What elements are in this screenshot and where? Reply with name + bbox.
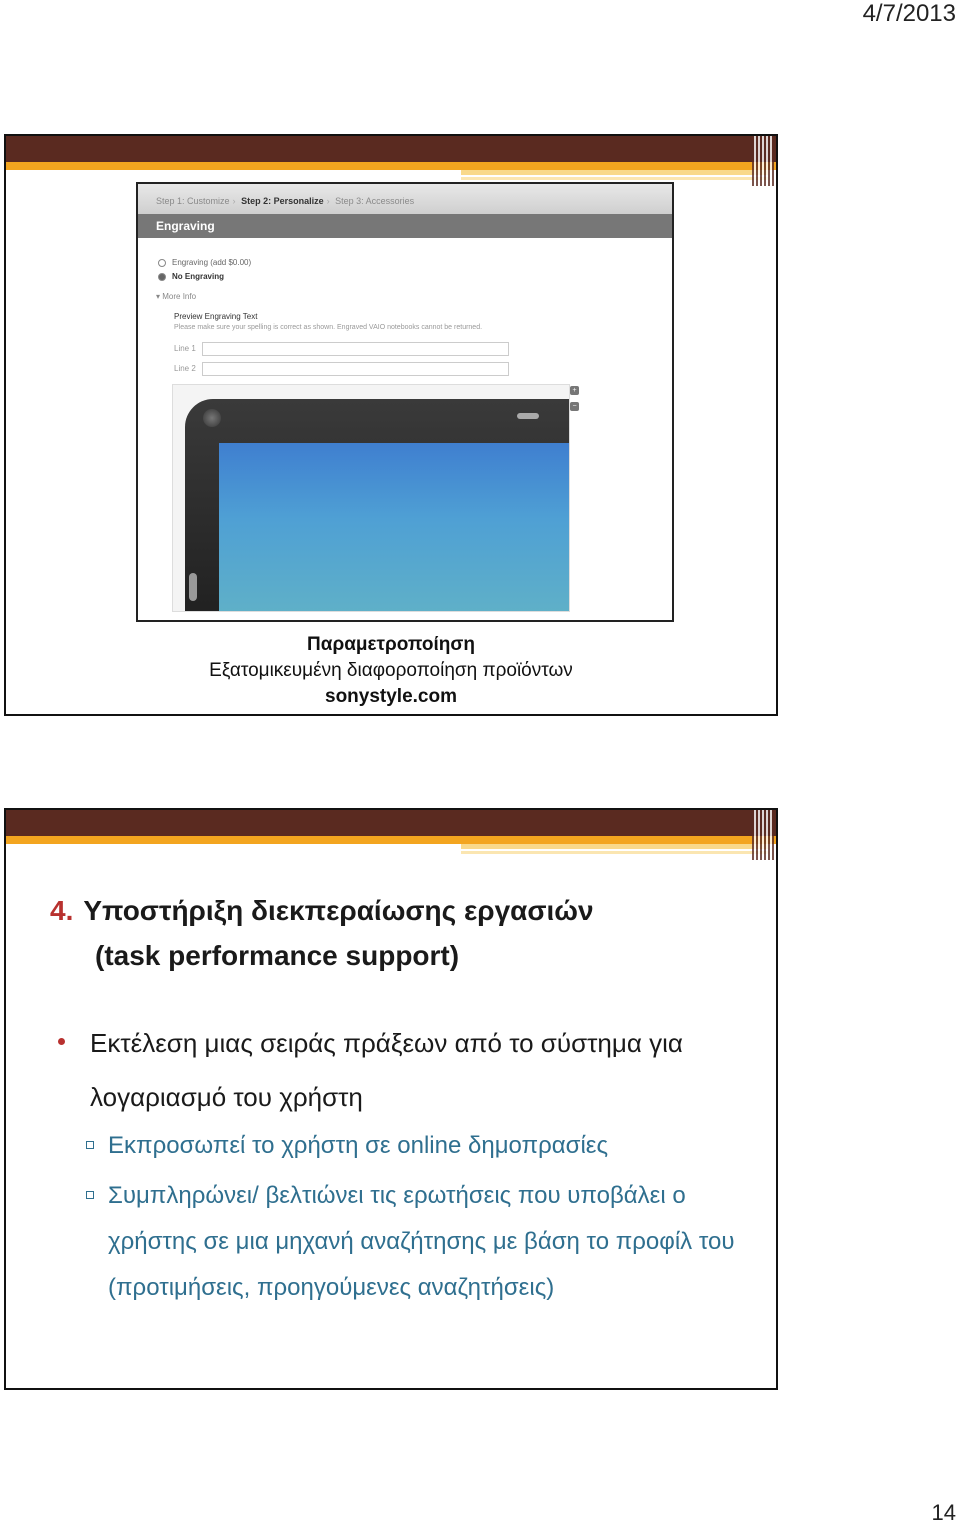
heading-line-2: (task performance support)	[95, 940, 460, 971]
zoom-out-icon: −	[570, 402, 579, 411]
step-1: Step 1: Customize	[156, 196, 230, 206]
line-1-input	[202, 342, 509, 356]
laptop-screen	[219, 443, 569, 612]
step-2-active: Step 2: Personalize	[241, 196, 324, 206]
laptop-led-icon	[517, 413, 539, 419]
banner-pale-stripe	[461, 844, 768, 849]
main-bullet-text: Εκτέλεση μιας σειράς πράξεων από το σύστημα για λογαριασμό του χρήστη	[90, 1028, 683, 1112]
laptop-preview-image	[172, 384, 570, 612]
sub-bullet-text: Εκπροσωπεί το χρήστη σε online δημοπρασίες	[108, 1132, 609, 1159]
slide-heading	[50, 888, 594, 978]
laptop-hinge-icon	[189, 573, 197, 601]
line-1-label: Line 1	[174, 344, 196, 353]
page-number: 14	[931, 1500, 956, 1525]
banner-orange-stripe	[6, 162, 776, 170]
caption-source: sonystyle.com	[325, 686, 457, 707]
square-bullet-icon	[86, 1141, 94, 1149]
no-engraving-option: No Engraving	[158, 272, 224, 281]
banner-vertical-stripes	[752, 810, 774, 860]
square-bullet-icon	[86, 1191, 94, 1199]
sub-bullet-text: Συμπληρώνει/ βελτιώνει τις ερωτήσεις που υποβάλει ο χρήστης σε μια μηχανή αναζήτησης με βάση το προφίλ του (προτιμήσεις, προηγούμενες αναζητήσεις)	[108, 1182, 735, 1301]
zoom-in-icon: +	[570, 386, 579, 395]
heading-line-1: Υποστήριξη διεκπεραίωσης εργασιών	[83, 895, 594, 926]
more-info-link: ▾ More Info	[156, 292, 197, 301]
banner-dark-stripe	[6, 810, 776, 836]
banner-orange-stripe	[6, 836, 776, 844]
heading-number: 4.	[50, 895, 74, 926]
banner-pale-stripe	[461, 170, 768, 175]
page-date: 4/7/2013	[862, 0, 956, 27]
slide-banner	[6, 810, 776, 862]
sub-bullet	[86, 1173, 746, 1311]
step-breadcrumb: Step 1: Customize › Step 2: Personalize › Step 3: Accessories	[138, 184, 672, 214]
banner-vertical-stripes	[752, 136, 774, 186]
banner-pale-stripe	[461, 851, 768, 854]
embedded-screenshot	[136, 182, 674, 622]
sub-bullet	[86, 1123, 746, 1169]
radio-icon	[158, 259, 166, 267]
engraving-option: Engraving (add $0.00)	[158, 258, 251, 267]
laptop-button-icon	[203, 409, 221, 427]
slide-2	[4, 808, 778, 1390]
engraving-note: Please make sure your spelling is correct as shown. Engraved VAIO notebooks cannot be returned.	[174, 324, 483, 331]
banner-pale-stripe	[461, 177, 768, 180]
caption-title: Παραμετροποίηση	[307, 634, 475, 655]
main-bullet	[62, 1016, 742, 1124]
radio-selected-icon	[158, 273, 166, 281]
engraving-section-title: Engraving	[138, 214, 672, 238]
engraving-preview-title: Preview Engraving Text	[174, 312, 258, 321]
line-2-label: Line 2	[174, 364, 196, 373]
bullet-dot-icon	[58, 1038, 65, 1045]
slide-caption	[6, 632, 776, 710]
line-2-input	[202, 362, 509, 376]
slide-1	[4, 134, 778, 716]
step-3: Step 3: Accessories	[335, 196, 415, 206]
caption-subtitle: Εξατομικευμένη διαφοροποίηση προϊόντων	[209, 660, 573, 681]
banner-dark-stripe	[6, 136, 776, 162]
slide-banner	[6, 136, 776, 188]
